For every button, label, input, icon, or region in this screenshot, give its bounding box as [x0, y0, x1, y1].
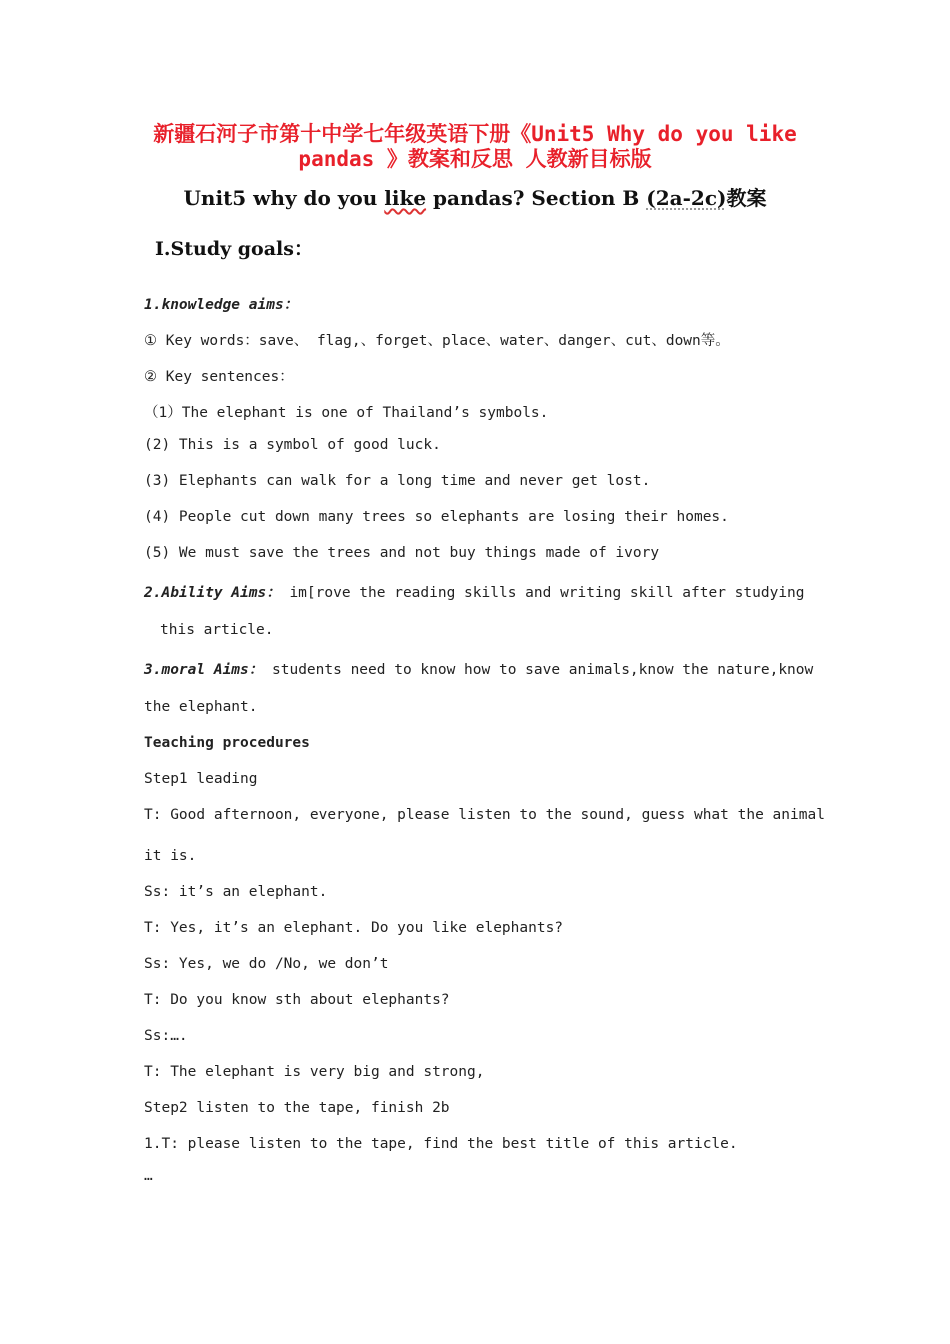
- moral-aims-heading: 3.moral Aims：: [144, 662, 264, 678]
- key-sentences-label: ② Key sentences：: [144, 369, 294, 385]
- ability-aims-text-cont: this article.: [160, 622, 274, 638]
- lesson-subtitle: [120, 182, 830, 211]
- subtitle-range: (2a-2c): [646, 186, 727, 210]
- dialogue-line: Ss: it’s an elephant.: [144, 884, 328, 900]
- subtitle-part-3: 教案: [726, 186, 767, 210]
- title-line-2: pandas 》教案和反思 人教新目标版: [298, 147, 652, 171]
- step1-heading: Step1 leading: [144, 771, 258, 787]
- dialogue-line: T: The elephant is very big and strong,: [144, 1064, 485, 1080]
- subtitle-like-word: like: [384, 186, 427, 210]
- subtitle-part-1: Unit5 why do you: [183, 186, 385, 210]
- teaching-procedures-heading: Teaching procedures: [144, 735, 310, 751]
- ability-aims-heading: 2.Ability Aims：: [144, 585, 281, 601]
- moral-aims-text-cont: the elephant.: [144, 699, 258, 715]
- continuation-ellipsis: …: [144, 1168, 153, 1184]
- dialogue-line: T: Yes, it’s an elephant. Do you like elephants?: [144, 920, 564, 936]
- document-title: [120, 122, 830, 172]
- title-line-1: 新疆石河子市第十中学七年级英语下册《Unit5 Why do you like: [153, 122, 797, 146]
- study-goals-heading: Ⅰ.Study goals：: [155, 238, 313, 260]
- dialogue-line: T: Good afternoon, everyone, please listen to the sound, guess what the animal: [144, 807, 825, 823]
- subtitle-part-2: pandas? Section B: [426, 186, 647, 210]
- step2-heading: Step2 listen to the tape, finish 2b: [144, 1100, 450, 1116]
- step2-instruction: 1.T: please listen to the tape, find the best title of this article.: [144, 1136, 738, 1152]
- moral-aims-line: [144, 658, 813, 679]
- key-words-line: ① Key words：save、 flag,、forget、place、water、danger、cut、down等。: [144, 333, 730, 349]
- moral-aims-text: students need to know how to save animals,know the nature,know: [272, 662, 814, 678]
- dialogue-line: Ss:….: [144, 1028, 188, 1044]
- sentence-2: (2) This is a symbol of good luck.: [144, 437, 441, 453]
- dialogue-line: T: Do you know sth about elephants?: [144, 992, 450, 1008]
- sentence-3: (3) Elephants can walk for a long time and never get lost.: [144, 473, 651, 489]
- sentence-4: (4) People cut down many trees so elephants are losing their homes.: [144, 509, 729, 525]
- knowledge-aims-heading: 1.knowledge aims：: [144, 297, 299, 313]
- ability-aims-text: im[rove the reading skills and writing skill after studying: [289, 585, 805, 601]
- sentence-1: （1）The elephant is one of Thailand’s symbols.: [144, 405, 549, 421]
- dialogue-line: Ss: Yes, we do /No, we don’t: [144, 956, 389, 972]
- sentence-5: (5) We must save the trees and not buy things made of ivory: [144, 545, 660, 561]
- ability-aims-line: [144, 581, 805, 602]
- dialogue-line: it is.: [144, 848, 197, 864]
